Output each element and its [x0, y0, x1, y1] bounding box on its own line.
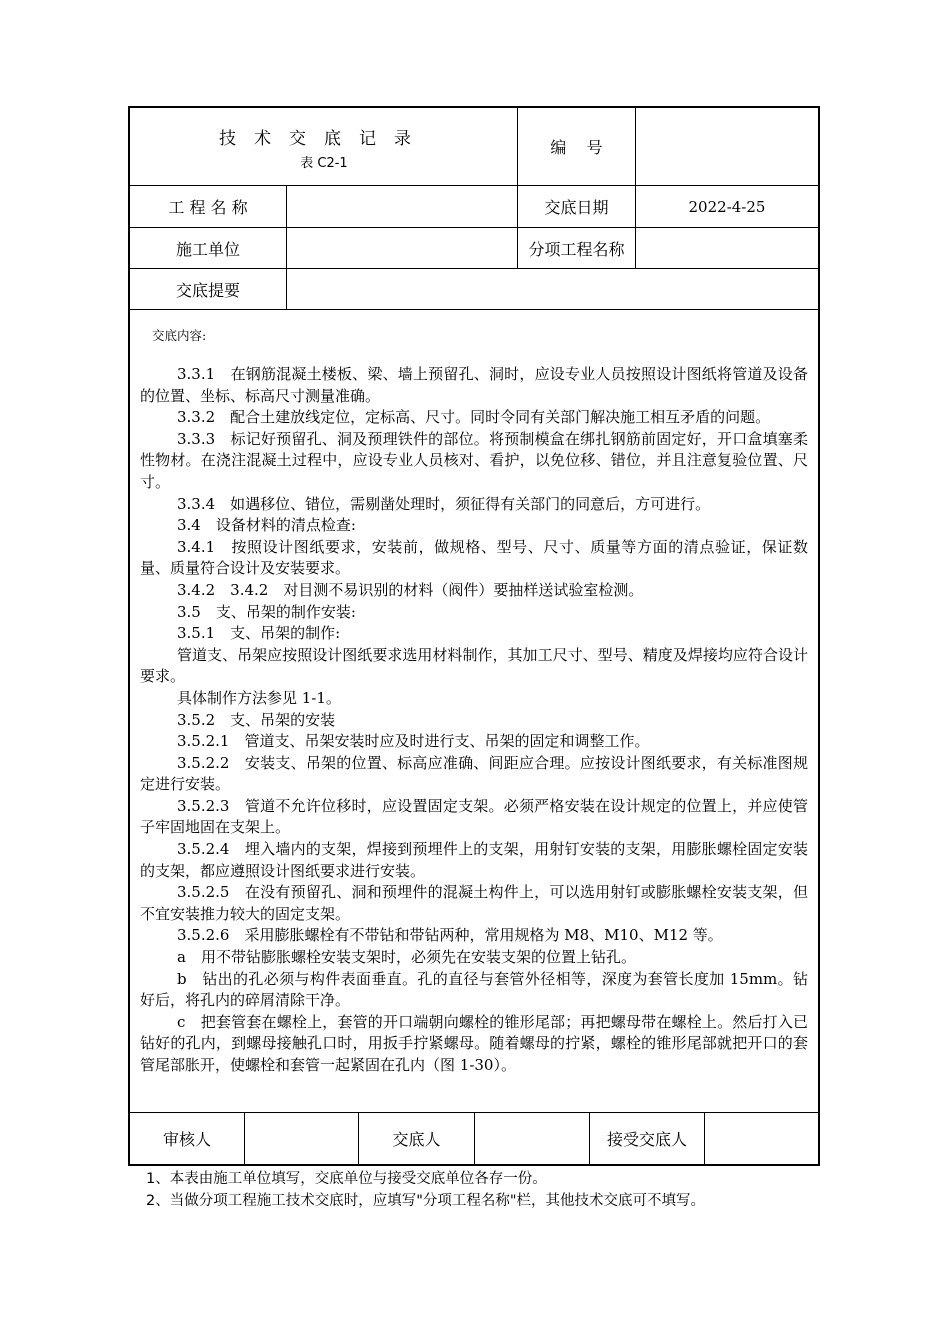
summary-field[interactable]: [287, 269, 818, 309]
reviewer-label: 审核人: [162, 1130, 211, 1149]
receiver-field[interactable]: [705, 1113, 818, 1164]
content-paragraph: 3.5.2.1 管道支、吊架安装时应及时进行支、吊架的固定和调整工作。: [177, 732, 650, 751]
construction-unit-field[interactable]: [287, 228, 517, 268]
content-paragraph: 3.4.1 按照设计图纸要求，安装前，做规格、型号、尺寸、质量等方面的清点验证，保证数量、质量符合设计及安装要求。: [140, 537, 808, 578]
content-paragraph: 3.5.2.2 安装支、吊架的位置、标高应准确、间距应合理。应按设计图纸要求，有关标准图规定进行安装。: [140, 753, 808, 794]
content-paragraph: 3.3.4 如遇移位、错位，需剔凿处理时，须征得有关部门的同意后，方可进行。: [177, 494, 711, 513]
content-label: 交底内容:: [152, 328, 207, 343]
date-field[interactable]: 2022-4-25: [688, 197, 766, 216]
content-paragraph: c 把套管套在螺栓上，套管的开口端朝向螺栓的锥形尾部；再把螺母带在螺栓上。然后打入已钻好的孔内，到螺母接触孔口时，用扳手拧紧螺母。随着螺母的拧紧，螺栓的锥形尾部就把开口的套管尾部胀开，使螺栓和套管一起紧固在孔内（图 1-30）。: [140, 1012, 808, 1074]
content-paragraph: b 钻出的孔必须与构件表面垂直。孔的直径与套管外径相等，深度为套管长度加 15mm。钻好后，将孔内的碎屑清除干净。: [140, 969, 808, 1010]
form-title: 技术交底记录: [219, 129, 429, 149]
content-paragraph: 3.4.2 3.4.2 对目测不易识别的材料（阀件）要抽样送试验室检测。: [177, 580, 644, 599]
receiver-label: 接受交底人: [606, 1130, 687, 1149]
row-divider: [130, 309, 818, 310]
content-paragraph: 3.5.2.5 在没有预留孔、洞和预埋件的混凝土构件上，可以选用射钉或膨胀螺栓安装支架，但不宜安装推力较大的固定支架。: [140, 883, 808, 923]
project-name-field[interactable]: [287, 186, 517, 227]
content-paragraph: a 用不带钻膨胀螺栓安装支架时，必须先在安装支架的位置上钻孔。: [177, 948, 636, 967]
construction-unit-label: 施工单位: [175, 239, 240, 259]
note-line: 1、本表由施工单位填写，交底单位与接受交底单位各存一份。: [146, 1171, 547, 1187]
presenter-field[interactable]: [475, 1113, 589, 1164]
form-notes: [146, 1168, 705, 1212]
content-paragraph: 3.3.1 在钢筋混凝土楼板、梁、墙上预留孔、洞时，应设专业人员按照设计图纸将管道及设备的位置、坐标、标高尺寸测量准确。: [140, 365, 808, 405]
content-paragraph: 3.5.1 支、吊架的制作:: [177, 624, 341, 643]
summary-label: 交底提要: [175, 280, 240, 300]
content-paragraph: 3.5 支、吊架的制作安装:: [177, 602, 356, 621]
content-paragraph: 3.3.2 配合土建放线定位，定标高、尺寸。同时令同有关部门解决施工相互矛盾的问题。: [177, 408, 771, 427]
content-paragraph: 3.5.2.3 管道不允许位移时，应设置固定支架。必须严格安装在设计规定的位置上，并应使管子牢固地固在支架上。: [140, 796, 808, 837]
content-paragraph: 管道支、吊架应按照设计图纸要求选用材料制作，其加工尺寸、型号、精度及焊接均应符合设计要求。: [140, 645, 808, 686]
content-paragraph: 3.5.2.6 采用膨胀螺栓有不带钻和带钻两种，常用规格为 M8、M10、M12 等。: [177, 926, 723, 945]
date-label: 交底日期: [544, 198, 609, 217]
subproject-label: 分项工程名称: [528, 239, 625, 259]
content-section: [140, 326, 808, 1077]
number-label: 编 号: [550, 138, 603, 157]
subproject-field[interactable]: [636, 228, 818, 268]
content-paragraph: 具体制作方法参见 1-1。: [177, 688, 341, 707]
content-paragraph: 3.4 设备材料的清点检查:: [177, 516, 356, 535]
number-field[interactable]: [636, 108, 818, 185]
content-paragraph: 3.5.2.4 埋入墙内的支架，焊接到预埋件上的支架，用射钉安装的支架，用膨胀螺栓固定安装的支架，都应遵照设计图纸要求进行安装。: [140, 840, 808, 880]
content-paragraph: 3.3.3 标记好预留孔、洞及预理铁件的部位。将预制模盒在绑扎钢筋前固定好，开口盒填塞柔性物材。在浇注混凝土过程中，应设专业人员核对、看护，以免位移、错位，并且注意复验位置、尺寸。: [140, 429, 808, 491]
reviewer-field[interactable]: [245, 1113, 358, 1164]
presenter-label: 交底人: [392, 1130, 441, 1149]
form-code: 表 C2-1: [300, 156, 348, 171]
note-line: 2、当做分项工程施工技术交底时，应填写"分项工程名称"栏，其他技术交底可不填写。: [146, 1193, 706, 1209]
content-paragraph: 3.5.2 支、吊架的安装: [177, 710, 336, 729]
project-name-label: 工 程 名 称: [168, 198, 248, 217]
